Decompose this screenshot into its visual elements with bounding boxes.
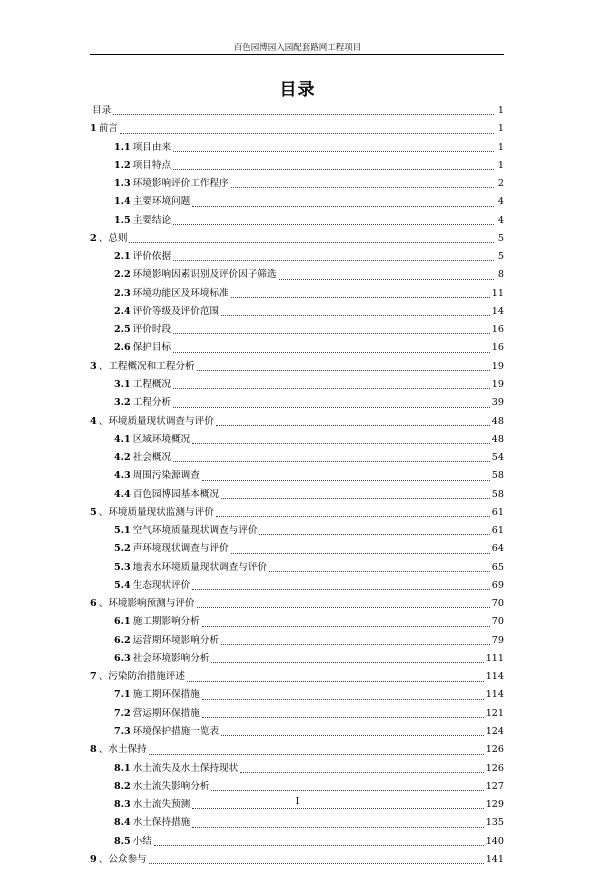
toc-entry-page: 39 (491, 397, 504, 409)
toc-entry-sub[interactable] (90, 687, 504, 705)
toc-entry-number: 5.3 (114, 561, 131, 573)
toc-entry-sub[interactable] (90, 577, 504, 595)
toc-entry-number: 1.5 (114, 214, 131, 226)
toc-entry-number: 5.1 (114, 525, 131, 537)
running-header: 百色园博园入园配套路网工程项目 (233, 43, 362, 53)
toc-entry-page: 1 (497, 141, 504, 153)
dot-leader (173, 388, 490, 389)
toc-entry-number: 2.4 (114, 305, 131, 317)
toc-entry-number: 7.1 (114, 689, 131, 701)
toc-entry-title: 小结 (132, 835, 152, 847)
toc-entry-page: 14 (491, 305, 504, 317)
toc-entry-title: 保护目标 (132, 342, 172, 354)
toc-entry-title: 施工期影响分析 (132, 616, 200, 628)
toc-entry-sub[interactable] (90, 467, 504, 485)
toc-entry-sub[interactable] (90, 431, 504, 449)
toc-entry-title: 评价等级及评价范围 (132, 305, 220, 317)
toc-entry-page: 1 (497, 159, 504, 171)
toc-entry-page: 114 (485, 689, 504, 701)
toc-entry-title: 评价时段 (132, 324, 172, 336)
dot-leader (216, 516, 490, 517)
toc-entry-page: 70 (491, 616, 504, 628)
toc-entry-title: 环境影响评价工作程序 (132, 178, 229, 190)
toc-entry-number: 4.2 (114, 452, 131, 464)
toc-entry-title: 施工期环保措施 (132, 689, 200, 701)
dot-leader (154, 845, 484, 846)
toc-entry-page: 65 (491, 561, 504, 573)
toc-entry-page: 141 (485, 853, 504, 865)
dot-leader (149, 754, 484, 755)
toc-entry-sub[interactable] (90, 339, 504, 357)
toc-entry-sub[interactable] (90, 139, 504, 157)
toc-entry-page: 129 (485, 799, 504, 811)
toc-entry-page: 126 (485, 762, 504, 774)
toc-entry-sub[interactable] (90, 394, 504, 412)
toc-entry-page: 140 (485, 835, 504, 847)
dot-leader (279, 279, 494, 280)
toc-entry-title: 水土流失影响分析 (132, 780, 210, 792)
header-rule (90, 54, 504, 55)
toc-entry-sub[interactable] (90, 650, 504, 668)
toc-entry-page: 4 (497, 196, 504, 208)
toc-entry-number: 1.2 (114, 159, 131, 171)
toc-entry-page: 58 (491, 488, 504, 500)
toc-entry-page: 11 (491, 287, 504, 299)
dot-leader (240, 772, 483, 773)
dot-leader (221, 644, 490, 645)
dot-leader (221, 498, 490, 499)
toc-entry-number: 1.4 (114, 196, 131, 208)
toc-entry-title: 水土流失预测 (132, 799, 191, 811)
toc-entry-page: 2 (497, 178, 504, 190)
dot-leader (216, 425, 490, 426)
toc-entry-sub[interactable] (90, 376, 504, 394)
toc-entry-number: 1.3 (114, 178, 131, 190)
toc-entry-title: 运营期环境影响分析 (132, 634, 220, 646)
toc-entry-title: 主要结论 (132, 214, 172, 226)
toc-entry-title: 评价依据 (132, 251, 172, 263)
toc-entry-number: 6.1 (114, 616, 131, 628)
toc-entry-page: 16 (491, 324, 504, 336)
toc-entry-page: 127 (485, 780, 504, 792)
toc-entry-sub[interactable] (90, 522, 504, 540)
page-number: I (295, 797, 300, 807)
toc-entry-number: 9 (90, 853, 97, 865)
toc-entry-page: 19 (491, 360, 504, 372)
dot-leader (211, 790, 483, 791)
dot-leader (192, 589, 490, 590)
toc-entry-number: 8.3 (114, 799, 131, 811)
toc-entry-number: 3.2 (114, 397, 131, 409)
toc-entry-title: 周围污染源调查 (132, 470, 200, 482)
toc-entry-number: 8 (90, 744, 97, 756)
dot-leader (173, 260, 494, 261)
toc-entry-sub[interactable] (90, 321, 504, 339)
toc-entry-sub[interactable] (90, 632, 504, 650)
toc-entry[interactable] (90, 504, 504, 522)
toc-entry-sub[interactable] (90, 778, 504, 796)
toc-entry-sub[interactable] (90, 760, 504, 778)
dot-leader (221, 315, 490, 316)
dot-leader (231, 187, 494, 188)
dot-leader (231, 553, 490, 554)
toc-entry-page: 69 (491, 579, 504, 591)
toc-entry-title: 工程概况 (132, 378, 172, 390)
dot-leader (192, 443, 490, 444)
dot-leader (173, 352, 490, 353)
toc-entry-number: 2.1 (114, 251, 131, 263)
toc-entry-sub[interactable] (90, 157, 504, 175)
dot-leader (197, 607, 490, 608)
dot-leader (173, 224, 494, 225)
toc-entry-number: 7.2 (114, 707, 131, 719)
toc-entry-page: 61 (491, 525, 504, 537)
toc-entry-title: 水土流失及水土保持现状 (132, 762, 239, 774)
toc-entry-page: 70 (491, 598, 504, 610)
toc-entry-number: 4.1 (114, 433, 131, 445)
toc-entry-sub[interactable] (90, 248, 504, 266)
toc-entry-page: 5 (497, 251, 504, 263)
toc-entry[interactable] (90, 741, 504, 759)
toc-entry[interactable] (90, 668, 504, 686)
toc-entry-title: 百色园博园基本概况 (132, 488, 220, 500)
toc-entry-sub[interactable] (90, 303, 504, 321)
toc-entry-number: 2.3 (114, 287, 131, 299)
toc-entry-sub[interactable] (90, 486, 504, 504)
dot-leader (269, 571, 490, 572)
toc-entry-number: 8.2 (114, 780, 131, 792)
toc-entry-number: 2 (90, 232, 97, 244)
dot-leader (149, 863, 484, 864)
toc-entry-number: 6 (90, 598, 97, 610)
toc-entry-number: 4.4 (114, 488, 131, 500)
toc-entry-title: 营运期环保措施 (132, 707, 200, 719)
toc-entry-sub[interactable] (90, 266, 504, 284)
toc-entry-title: 、环境质量现状调查与评价 (98, 415, 214, 427)
dot-leader (202, 717, 484, 718)
toc-entry-title: 目录 (92, 104, 112, 116)
toc-entry-title: 项目特点 (132, 159, 172, 171)
toc-entry-page: 5 (497, 232, 504, 244)
toc-entry[interactable] (90, 120, 504, 138)
toc-entry-sub[interactable] (90, 814, 504, 832)
toc-entry-page: 64 (491, 543, 504, 555)
toc-entry-page: 48 (491, 433, 504, 445)
toc-entry-title: 、环境影响预测与评价 (98, 598, 195, 610)
toc-entry-number: 4 (90, 415, 97, 427)
dot-leader (197, 370, 490, 371)
toc-entry-number: 6.3 (114, 652, 131, 664)
toc-entry[interactable] (90, 102, 504, 120)
toc-entry-title: 、工程概况和工程分析 (98, 360, 195, 372)
toc-entry-title: 前言 (98, 123, 118, 135)
toc-entry-sub[interactable] (90, 175, 504, 193)
toc-entry-title: 生态现状评价 (132, 579, 191, 591)
toc-entry-page: 61 (491, 506, 504, 518)
toc-entry-sub[interactable] (90, 193, 504, 211)
dot-leader (192, 827, 483, 828)
toc-entry-page: 126 (485, 744, 504, 756)
dot-leader (173, 169, 494, 170)
toc-entry-number: 4.3 (114, 470, 131, 482)
dot-leader (113, 114, 494, 115)
toc-entry-number: 2.6 (114, 342, 131, 354)
toc-entry-page: 1 (497, 123, 504, 135)
toc-entry-number: 6.2 (114, 634, 131, 646)
dot-leader (231, 297, 490, 298)
toc-entry-page: 135 (485, 817, 504, 829)
dot-leader (173, 333, 490, 334)
toc-entry-title: 声环境现状调查与评价 (132, 543, 229, 555)
toc-entry-page: 54 (491, 452, 504, 464)
toc-entry-title: 、水土保持 (98, 744, 147, 756)
toc-entry-number: 5.4 (114, 579, 131, 591)
toc-entry-title: 空气环境质量现状调查与评价 (132, 525, 258, 537)
toc-entry-page: 79 (491, 634, 504, 646)
toc-entry-page: 8 (497, 269, 504, 281)
dot-leader (173, 461, 490, 462)
dot-leader (202, 699, 484, 700)
toc-entry-page: 121 (485, 707, 504, 719)
toc-entry-title: 、污染防治措施评述 (98, 671, 186, 683)
toc-entry-sub[interactable] (90, 705, 504, 723)
toc-entry-title: 环境功能区及环境标准 (132, 287, 229, 299)
toc-entry-number: 5.2 (114, 543, 131, 555)
toc-entry-number: 1 (90, 123, 97, 135)
toc-entry-sub[interactable] (90, 540, 504, 558)
toc-entry-page: 16 (491, 342, 504, 354)
toc-entry-title: 水土保持措施 (132, 817, 191, 829)
toc-entry-number: 3.1 (114, 378, 131, 390)
toc-entry-page: 58 (491, 470, 504, 482)
toc-entry-number: 8.1 (114, 762, 131, 774)
dot-leader (192, 206, 494, 207)
toc-entry[interactable] (90, 358, 504, 376)
page-title: 目录 (279, 80, 316, 100)
toc-entry-title: 、公众参与 (98, 853, 147, 865)
toc-entry-sub[interactable] (90, 449, 504, 467)
dot-leader (202, 480, 490, 481)
toc-entry-number: 7.3 (114, 726, 131, 738)
toc-entry-sub[interactable] (90, 285, 504, 303)
toc-entry-number: 2.5 (114, 324, 131, 336)
table-of-contents (90, 102, 504, 869)
toc-entry-number: 5 (90, 506, 97, 518)
toc-entry-sub[interactable] (90, 559, 504, 577)
toc-entry-page: 114 (485, 671, 504, 683)
toc-entry-title: 项目由来 (132, 141, 172, 153)
toc-entry-number: 2.2 (114, 269, 131, 281)
toc-entry-page: 4 (497, 214, 504, 226)
toc-entry-number: 7 (90, 671, 97, 683)
toc-entry-page: 19 (491, 378, 504, 390)
dot-leader (187, 681, 484, 682)
toc-entry-number: 3 (90, 360, 97, 372)
toc-entry-page: 1 (497, 104, 504, 116)
dot-leader (173, 151, 494, 152)
toc-entry-page: 111 (485, 652, 504, 664)
toc-entry-page: 48 (491, 415, 504, 427)
toc-entry-title: 社会环境影响分析 (132, 652, 210, 664)
toc-entry-title: 环境影响因素识别及评价因子筛选 (132, 269, 277, 281)
dot-leader (221, 735, 484, 736)
dot-leader (202, 626, 490, 627)
toc-entry[interactable] (90, 230, 504, 248)
toc-entry-sub[interactable] (90, 212, 504, 230)
toc-entry-title: 区域环境概况 (132, 433, 191, 445)
toc-entry-sub[interactable] (90, 613, 504, 631)
dot-leader (259, 534, 489, 535)
toc-entry[interactable] (90, 851, 504, 869)
dot-leader (192, 808, 483, 809)
dot-leader (211, 662, 483, 663)
toc-entry-title: 主要环境问题 (132, 196, 191, 208)
toc-entry-title: 地表水环境质量现状调查与评价 (132, 561, 268, 573)
dot-leader (173, 407, 490, 408)
toc-entry-title: 、总则 (98, 232, 128, 244)
toc-entry-page: 124 (485, 726, 504, 738)
toc-entry-title: 社会概况 (132, 452, 172, 464)
toc-entry-number: 8.4 (114, 817, 131, 829)
dot-leader (129, 242, 494, 243)
toc-entry-title: 工程分析 (132, 397, 172, 409)
toc-entry[interactable] (90, 595, 504, 613)
toc-entry[interactable] (90, 413, 504, 431)
dot-leader (120, 133, 494, 134)
toc-entry-title: 、环境质量现状监测与评价 (98, 506, 214, 518)
toc-entry-sub[interactable] (90, 723, 504, 741)
toc-entry-number: 8.5 (114, 835, 131, 847)
toc-entry-title: 环境保护措施一览表 (132, 726, 220, 738)
toc-entry-number: 1.1 (114, 141, 131, 153)
